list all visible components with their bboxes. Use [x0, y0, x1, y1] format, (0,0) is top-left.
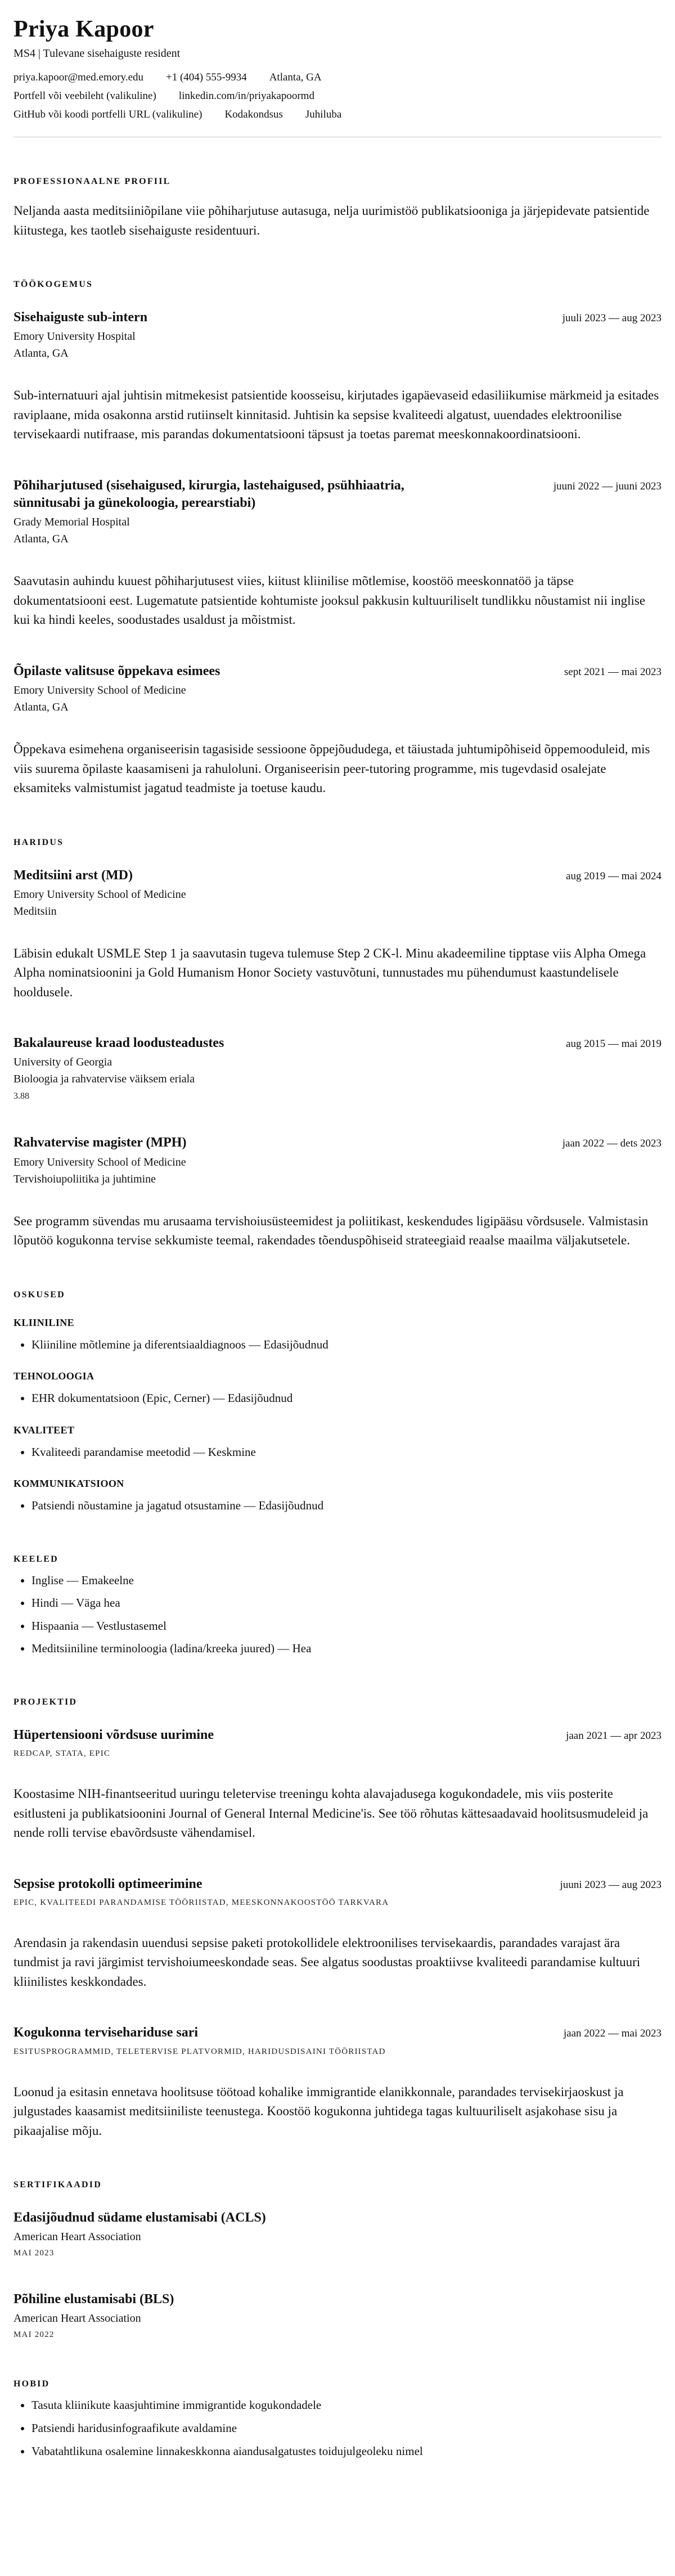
education-item: [14, 1035, 662, 1102]
skill-item: • Patsiendi nõustamine ja jagatud otsustamine — Edasijõudnud: [32, 1496, 662, 1515]
certification-item: [14, 2291, 662, 2340]
project-dates: jaan 2021 — apr 2023: [566, 1729, 662, 1742]
education-item: [14, 867, 662, 1002]
project-item: [14, 1876, 662, 1992]
skill-group-name: KOMMUNIKATSIOON: [14, 1478, 124, 1490]
person-name: Priya Kapoor: [14, 16, 154, 42]
skill-group-communication: [14, 1478, 662, 1515]
certification-item: [14, 2209, 662, 2258]
degree-dates: aug 2015 — mai 2019: [566, 1038, 662, 1050]
contact-portfolio: Portfell või veebileht (valikuline): [14, 90, 156, 102]
certification-date: MAI 2023: [14, 2249, 55, 2258]
section-heading-profile: PROFESSIONAALNE PROFIIL: [14, 177, 171, 187]
project-tools: REDCAP, STATA, EPIC: [14, 1749, 111, 1759]
skill-group-clinical: [14, 1317, 662, 1354]
section-projects: [14, 1697, 662, 2141]
job-location: Atlanta, GA: [14, 701, 69, 714]
skill-group-name: KVALITEET: [14, 1424, 75, 1436]
project-description: Loonud ja esitasin ennetava hoolitsuse töötoad kohalike immigrantide elanikkonnale, parandades tervisekirjaoskust ja julgustades kaasamist meditsiiniliste teenustega. Koostöö kogukonna juhtidega tagas kultuuriliselt asjakohase sisu ja pikaajalise mõju.: [14, 2084, 624, 2138]
language-list: [14, 1571, 662, 1658]
job-description: Õppekava esimehena organiseerisin tagasiside sessioone õppejõududega, et täiustada juhtumipõhiseid õppemooduleid, mis viis suurema õpilaste kaasamiseni ja rahuloluni. Organiseerisin peer-tutoring programme, mis tugevdasid osalejate eksamiteks valmistumist jagatud teadmiste ja toetuse kaudu.: [14, 742, 650, 795]
skill-list: [14, 1389, 662, 1408]
project-item-header: [14, 1727, 662, 1744]
school-name: Emory University School of Medicine: [14, 888, 186, 901]
contact-row-1: [14, 71, 662, 84]
job-dates: juuni 2022 — juuni 2023: [553, 480, 662, 492]
school-name: Emory University School of Medicine: [14, 1156, 186, 1168]
hobby-item: • Patsiendi haridusinfograafikute avaldamine: [32, 2419, 662, 2438]
skill-item: • EHR dokumentatsioon (Epic, Cerner) — Edasijõudnud: [32, 1389, 662, 1408]
certification-issuer: American Heart Association: [14, 2312, 141, 2325]
project-tools: EPIC, KVALITEEDI PARANDAMISE TÖÖRIISTAD, MEESKONNAKOOSTÖÖ TARKVARA: [14, 1898, 389, 1907]
skill-group-quality: [14, 1424, 662, 1462]
project-dates: juuni 2023 — aug 2023: [560, 1878, 662, 1891]
certification-title: Edasijõudnud südame elustamisabi (ACLS): [14, 2210, 266, 2226]
degree-title: Rahvatervise magister (MPH): [14, 1135, 187, 1150]
contact-driving-license: Juhiluba: [305, 109, 342, 121]
language-item: • Meditsiiniline terminoloogia (ladina/kreeka juured) — Hea: [32, 1639, 662, 1658]
education-item: [14, 1134, 662, 1250]
project-item-header: [14, 1876, 662, 1893]
field-of-study: Bioloogia ja rahvatervise väiksem eriala: [14, 1073, 195, 1086]
project-dates: jaan 2022 — mai 2023: [563, 2027, 662, 2040]
section-profile: [14, 177, 662, 240]
degree-description: See programm süvendas mu arusaama tervishoiusüsteemidest ja poliitikast, keskendudes ligipääsu võrdsusele. Valmistasin lõputöö kogukonna tervise sekkumiste teemal, rakendades tõenduspõhiseid strateegiaid reaalse maailma väljakutsetele.: [14, 1213, 649, 1248]
experience-item-header: [14, 309, 662, 326]
school-name: University of Georgia: [14, 1056, 112, 1069]
hobby-item: • Vabatahtlikuna osalemine linnakeskkonna aiandusalgatustes toidujulgeoleku nimel: [32, 2442, 662, 2461]
section-heading-certifications: SERTIFIKAADID: [14, 2180, 102, 2190]
contact-row-2: [14, 90, 662, 102]
job-description: Sub-internatuuri ajal juhtisin mitmekesist patsientide koosseisu, kirjutades igapäevaseid edasiliikumise märkmeid ja esitades raviplaane, mida osakonna arstid rutiinselt kinnitasid. Juhtisin ka sepsise kvaliteedi algatust, uuendades elektroonilise tervisekaardi nutifraase, mis parandas dokumentatsiooni täpsust ja toetas paremat meeskonnakoordinatsiooni.: [14, 388, 659, 442]
contact-github: GitHub või koodi portfelli URL (valikuline): [14, 109, 202, 121]
degree-title: Bakalaureuse kraad loodusteadustes: [14, 1036, 224, 1051]
resume-header: [14, 16, 662, 137]
section-languages: [14, 1554, 662, 1658]
job-title: Põhiharjutused (sisehaigused, kirurgia, lastehaigused, psühhiaatria, sünnitusabi ja günekoloogia, perearstiabi): [14, 478, 404, 511]
project-item: [14, 2024, 662, 2141]
project-item-header: [14, 2024, 662, 2042]
skill-item: • Kliiniline mõtlemine ja diferentsiaaldiagnoos — Edasijõudnud: [32, 1336, 662, 1354]
project-title: Hüpertensiooni võrdsuse uurimine: [14, 1727, 214, 1742]
experience-item-header: [14, 477, 662, 512]
experience-item: [14, 663, 662, 798]
education-item-header: [14, 867, 662, 884]
contact-email[interactable]: priya.kapoor@med.emory.edu: [14, 71, 143, 84]
degree-title: Meditsiini arst (MD): [14, 867, 133, 883]
job-title: Õpilaste valitsuse õppekava esimees: [14, 663, 220, 678]
skill-list: [14, 1496, 662, 1515]
project-title: Kogukonna tervisehariduse sari: [14, 2025, 199, 2040]
project-tools: ESITUSPROGRAMMID, TELETERVISE PLATVORMID, HARIDUSDISAINI TÖÖRIISTAD: [14, 2047, 386, 2056]
job-dates: sept 2021 — mai 2023: [564, 666, 662, 678]
skill-group-name: KLIINILINE: [14, 1316, 75, 1328]
skill-group-name: TEHNOLOOGIA: [14, 1370, 94, 1382]
language-item: • Hindi — Väga hea: [32, 1594, 662, 1612]
contact-row-3: [14, 109, 662, 121]
section-education: [14, 838, 662, 1251]
hobby-list: [14, 2396, 662, 2460]
job-dates: juuli 2023 — aug 2023: [562, 312, 662, 325]
certification-issuer: American Heart Association: [14, 2231, 141, 2244]
contact-phone: +1 (404) 555-9934: [166, 71, 247, 84]
contact-citizenship: Kodakondsus: [224, 109, 283, 121]
job-location: Atlanta, GA: [14, 533, 69, 546]
degree-dates: aug 2019 — mai 2024: [566, 870, 662, 882]
hobby-item: • Tasuta kliinikute kaasjuhtimine immigrantide kogukondadele: [32, 2396, 662, 2415]
experience-item: [14, 477, 662, 630]
job-company: Grady Memorial Hospital: [14, 516, 130, 529]
section-certifications: [14, 2180, 662, 2340]
language-item: • Inglise — Emakeelne: [32, 1571, 662, 1590]
contact-linkedin[interactable]: linkedin.com/in/priyakapoormd: [178, 90, 314, 102]
section-skills: [14, 1290, 662, 1515]
degree-dates: jaan 2022 — dets 2023: [562, 1138, 662, 1150]
language-item: • Hispaania — Vestlustasemel: [32, 1617, 662, 1635]
job-location: Atlanta, GA: [14, 347, 69, 360]
person-headline: MS4 | Tulevane sisehaiguste resident: [14, 47, 181, 60]
skill-list: [14, 1443, 662, 1462]
certification-date: MAI 2022: [14, 2330, 55, 2340]
job-title: Sisehaiguste sub-intern: [14, 310, 148, 325]
project-item: [14, 1727, 662, 1843]
certification-title: Põhiline elustamisabi (BLS): [14, 2292, 174, 2307]
section-experience: [14, 280, 662, 798]
field-of-study: Tervishoiupoliitika ja juhtimine: [14, 1172, 156, 1185]
skill-group-technology: [14, 1370, 662, 1408]
section-hobbies: [14, 2379, 662, 2460]
education-item-header: [14, 1035, 662, 1052]
field-of-study: Meditsiin: [14, 905, 57, 918]
project-title: Sepsise protokolli optimeerimine: [14, 1876, 202, 1891]
section-heading-education: HARIDUS: [14, 837, 64, 847]
education-item-header: [14, 1134, 662, 1152]
profile-summary: Neljanda aasta meditsiiniõpilane viie põhiharjutuse autasuga, nelja uurimistöö publikatsiooniga ja järjepidevate patsientide kiitustega, kes taotleb sisehaiguste residentuuri.: [14, 204, 650, 237]
job-company: Emory University School of Medicine: [14, 684, 186, 697]
skill-list: [14, 1336, 662, 1354]
experience-item-header: [14, 663, 662, 680]
job-company: Emory University Hospital: [14, 330, 136, 343]
job-description: Saavutasin auhindu kuuest põhiharjutusest viies, kiitust kliinilise mõtlemise, koostöö meeskonnatöö ja täpse dokumentatsiooni eest. Lugematute patsientide kohtumiste jooksul pakkusin kultuuriliselt tundlikku nõustamist nii inglise kui ka hindi keeles, soodustades usaldust ja mõistmist.: [14, 574, 646, 627]
contact-location: Atlanta, GA: [269, 71, 322, 84]
section-heading-languages: KEELED: [14, 1554, 58, 1564]
experience-item: [14, 309, 662, 444]
section-heading-experience: TÖÖKOGEMUS: [14, 280, 93, 290]
degree-description: Läbisin edukalt USMLE Step 1 ja saavutasin tugeva tulemuse Step 2 CK-l. Minu akadeemiline tipptase viis Alpha Omega Alpha nominatsioonini ja Gold Humanism Honor Society vastuvõtuni, tunnustades mu pühendumust kaastundelisele hooldusele.: [14, 946, 646, 999]
gpa-value: 3.88: [14, 1091, 29, 1102]
section-heading-projects: PROJEKTID: [14, 1697, 78, 1707]
project-description: Arendasin ja rakendasin uuendusi sepsise paketi protokollidele elektroonilises tervisekaardis, parandades varajast ära tundmist ja ravi järgimist tervishoiumeeskondade seas. See algatus soodustas proaktiivse kvaliteedi parandamise kultuuri kliinilistes keskkondades.: [14, 1935, 641, 1989]
project-description: Koostasime NIH-finantseeritud uuringu teletervise treeningu kohta alavajadusega kogukondadele, mis viis posterite esitlusteni ja publikatsioonini Journal of General Internal Medicine'is. See töö rõhutas kättesaadavaid hoolitsusmudeleid ja nende rolli tervise ebavõrdsuste vähendamisel.: [14, 1787, 649, 1840]
section-heading-hobbies: HOBID: [14, 2379, 50, 2389]
section-heading-skills: OSKUSED: [14, 1289, 65, 1300]
skill-item: • Kvaliteedi parandamise meetodid — Keskmine: [32, 1443, 662, 1462]
